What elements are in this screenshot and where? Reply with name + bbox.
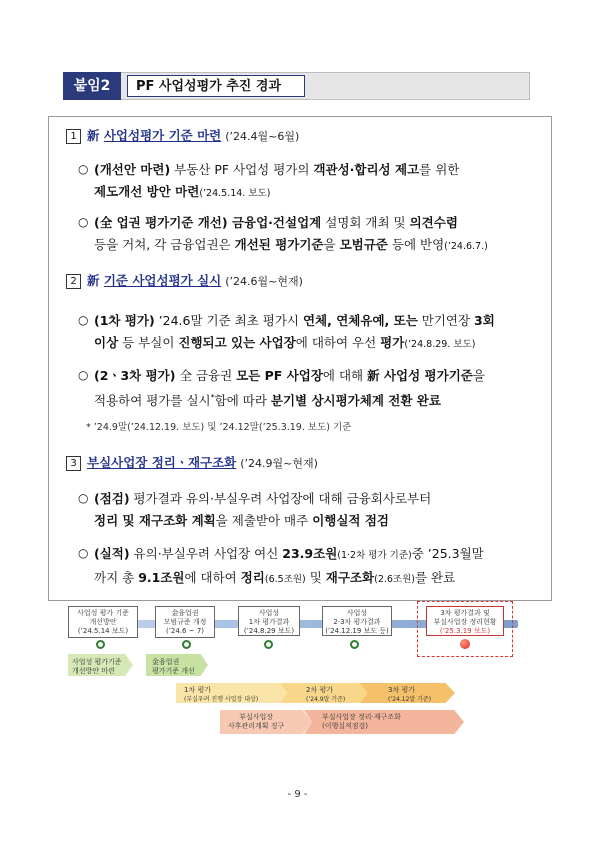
section-3-heading: 3 부실사업장 정리ㆍ재구조화 (’24.9월~현재): [66, 454, 318, 473]
para-5: (점검) 평가결과 유의·부실우려 사업장에 대해 금융회사로부터 정리 및 재구조화 계획을 제출받아 매주 이행실적 점검: [94, 491, 432, 528]
timeline-end-dot: [460, 639, 470, 649]
section-2-heading: 2 新 기준 사업성평가 실시 (’24.6월~현재): [66, 272, 303, 291]
para-4: (2ㆍ3차 평가) 全 금융권 모든 PF 사업장에 대해 新 사업성 평가기준을 적용하여 평가를 실시*함에 따라 분기별 상시평가체계 전환 완료: [94, 368, 485, 409]
timeline-dot: [264, 640, 273, 649]
para-2: (全 업권 평가기준 개선) 금융업·건설업계 설명회 개최 및 의견수렴 등을 거쳐, 각 금융업권은 개선된 평가기준을 모범규준 등에 반영(’24.6.7.): [94, 215, 488, 252]
para-1: (개선안 마련) 부동산 PF 사업성 평가의 객관성·합리성 제고를 위한 제도개선 방안 마련(’24.5.14. 보도): [94, 162, 460, 199]
bullet-icon: ○: [78, 162, 89, 176]
timeline-dot: [182, 640, 191, 649]
phase-label: 金융업권 평가기준 개선: [152, 658, 195, 675]
timeline-figure: [60, 600, 530, 760]
bullet-icon: ○: [78, 368, 89, 382]
phase-label: 부실사업장 사후관리계획 징구: [228, 713, 285, 730]
milestone-box-1: 사업성 평가 기준 개선방안 (’24.5.14 보도): [68, 606, 138, 638]
timeline-dot: [350, 640, 359, 649]
bullet-icon: ○: [78, 491, 89, 505]
page-number: - 9 -: [287, 789, 308, 800]
document-title: PF 사업성평가 추진 경과: [127, 75, 305, 97]
phase-label: 2차 평가 (’24.9말 기준): [306, 686, 346, 703]
timeline-dot: [96, 640, 105, 649]
bullet-icon: ○: [78, 546, 89, 560]
attachment-badge: 붙임2: [63, 72, 121, 100]
bullet-icon: ○: [78, 313, 89, 327]
section-1-heading: 1 新 사업성평가 기준 마련 (’24.4월~6월): [66, 127, 299, 146]
phase-label: 1차 평가 (부실우려 진행 사업장 대상): [184, 686, 259, 703]
milestone-box-2: 金융업권 모범규준 개정 (’24.6 ~ 7): [155, 606, 215, 638]
para-6: (실적) 유의·부실우려 사업장 여신 23.9조원(1·2차 평가 기준)중 ’25.3월말 까지 총 9.1조원에 대하여 정리(6.5조원) 및 재구조화(2.6조원)를 완료: [94, 546, 484, 585]
milestone-box-3: 사업성 1차 평가결과 (’24.8.29 보도): [238, 606, 300, 636]
milestone-box-5: 3차 평가결과 및 부실사업장 정리현황 (’25.3.19 보도): [426, 606, 504, 636]
phase-label: 부실사업장 정리·재구조화 (이행실적점검): [322, 713, 401, 730]
phase-label: 사업성 평가기준 개선방안 마련: [72, 658, 122, 675]
para-3: (1차 평가) ’24.6말 기준 최초 평가시 연체, 연체유예, 또는 만기연장 3회 이상 등 부실이 진행되고 있는 사업장에 대하여 우선 평가(’24.8.29. 보도): [94, 313, 495, 350]
phase-label: 3차 평가 (’24.12말 기준): [388, 686, 432, 703]
bullet-icon: ○: [78, 215, 89, 229]
milestone-box-4: 사업성 2·3차 평가결과 (’24.12.19 보도 등): [322, 606, 392, 636]
footnote: * ’24.9말(’24.12.19. 보도) 및 ’24.12말(’25.3.19. 보도) 기준: [86, 422, 352, 433]
